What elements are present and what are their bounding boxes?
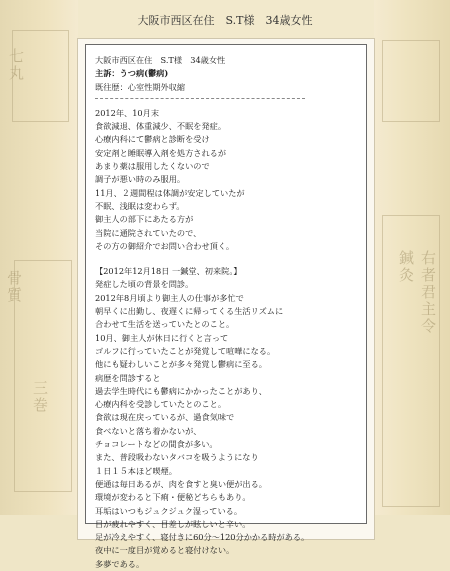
paragraph-gap [95,253,366,265]
text-line: 10月、御主人が休日に行くと言って [95,332,229,343]
text-line: 足が冷えやすく、寝付きに60分〜120分かかる時がある。 [95,532,310,543]
text-line: 目が疲れやすく、目差しが眩しいと辛い。 [95,518,251,529]
text-line: 夜中に一度目が覚めると寝付けない。 [95,545,235,556]
bg-ornament-box [382,40,440,122]
text-line: 多夢である。 [95,558,145,569]
case-card [85,44,367,569]
text-line: 調子が悪い時のみ服用。 [95,174,186,185]
text-line: 御主人の部下にあたる方が [95,214,194,225]
bg-glyph: 三巻 [31,380,49,414]
text-line: 耳垢はいつもジュクジュク湿っている。 [95,505,243,516]
text-line: その方の御紹介でお問い合わせ頂く。 [95,240,235,251]
text-line: １日１５本ほど喫煙。 [95,465,177,476]
header-line: 主訴：うつ病(鬱病) [95,68,169,79]
text-line: 11月、２週間程は体調が安定していたが [95,187,245,198]
bg-glyph: 右者君主令 [419,250,437,335]
text-line: 食欲減退、体重減少、不眠を発症。 [95,121,227,132]
text-line: 発症した頃の背景を問診。 [95,279,194,290]
text-line: 合わせて生活を送っていたとのこと。 [95,319,235,330]
bg-glyph: 七丸 [7,48,25,82]
text-line: 2012年8月頃より御主人の仕事が多忙で [95,292,244,303]
header-line: 既往歴：心室性期外収縮 [95,81,186,92]
text-line: 【2012年12月18日 一鍼堂、初来院。】 [95,266,242,277]
bg-glyph: 鍼灸 [397,250,415,284]
text-line: ゴルフに行っていたことが発覚して喧嘩になる。 [95,345,276,356]
text-line: 食べないと落ち着かないが、 [95,425,202,436]
text-line: 当院に通院されていたので、 [95,227,202,238]
page-title: 大阪市西区在住 S.T様 34歳女性 [137,14,313,27]
header-line: 大阪市西区在住 S.T様 34歳女性 [95,55,226,65]
text-line: 安定剤と睡眠導入剤を処方されるが [95,147,227,158]
text-line: 便通は毎日あるが、肉を食すと臭い便が出る。 [95,478,267,489]
divider [95,98,305,99]
text-line: あまり薬は服用したくないので [95,161,210,172]
text-line: また、普段吸わないタバコを吸うようになり [95,452,259,463]
text-line: 他にも疑わしいことが多々発覚し鬱病に至る。 [95,359,267,370]
case-text [86,45,366,571]
text-line: 2012年、10月末 [95,107,160,118]
text-line: 環境が変わると下痢・便秘どちらもあり。 [95,492,251,503]
text-line: 朝早くに出勤し、夜遅くに帰ってくる生活リズムに [95,306,284,317]
bg-glyph: 骨質 [5,270,23,304]
text-line: 不眠、浅眠は変わらず。 [95,200,185,211]
text-line: チョコレートなどの間食が多い。 [95,439,218,450]
text-line: 心療内科を受診していたとのこと。 [95,399,227,410]
text-line: 食欲は現在戻っているが、過食気味で [95,412,235,423]
text-line: 病歴を問診すると [95,372,161,383]
text-line: 過去学生時代にも鬱病にかかったことがあり、 [95,385,267,396]
text-line: 心療内科にて鬱病と診断を受け [95,134,210,145]
